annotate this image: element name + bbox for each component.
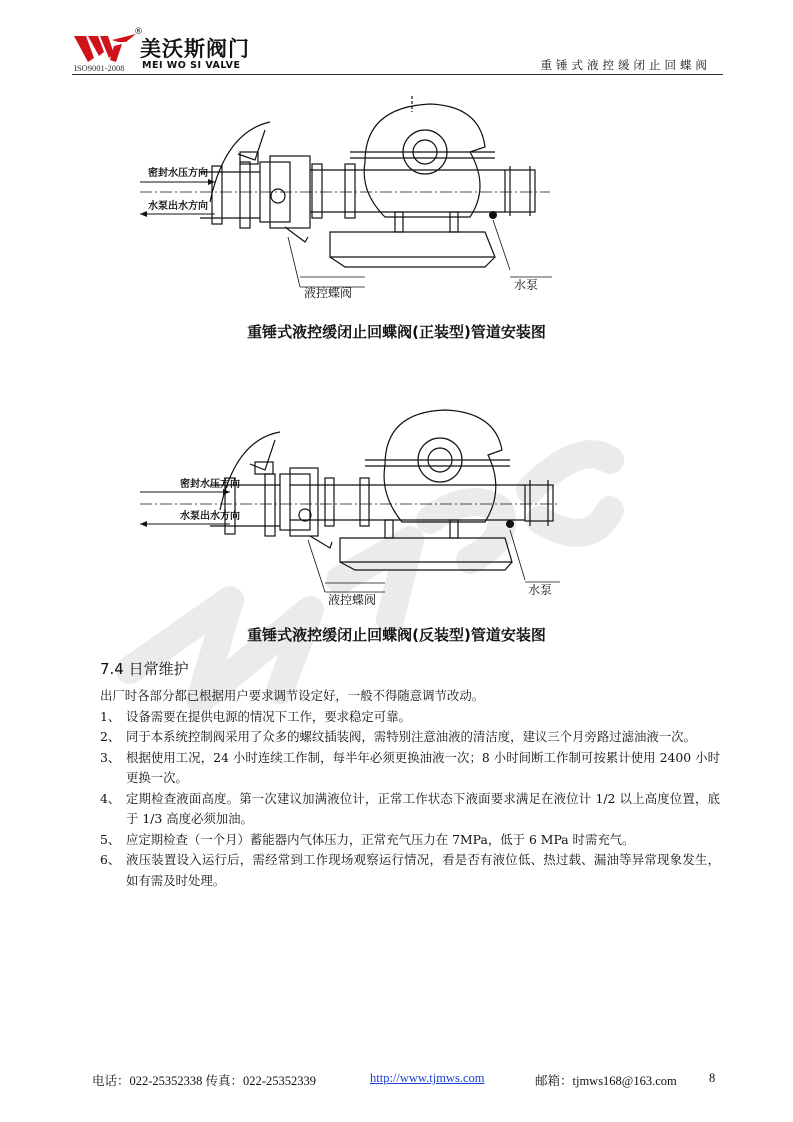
figure-caption-forward: 重锤式液控缓闭止回蝶阀(正装型)管道安装图 [247,323,546,341]
installation-diagram-forward [140,92,560,307]
header-document-title: 重锤式液控缓闭止回蝶阀 [540,58,711,72]
list-item: 4、 定期检查液面高度。第一次建议加满液位计，正常工作状态下液面要求满足在液位计 1/2 以上高度位置，底于 1/3 高度必须加油。 [100,790,720,826]
header-divider [72,74,723,75]
footer-email: 邮箱：tjmws168@163.com [535,1074,677,1088]
installation-diagram-reverse [140,400,560,615]
label-seal-pressure: 密封水压方向 [180,479,240,490]
list-item: 3、 根据使用工况，24 小时连续工作制，每半年必须更换油液一次；8 小时间断工作制可按累计使用 2400 小时更换一次。 [100,749,720,785]
list-item: 5、 应定期检查（一个月）蓄能器内气体压力，正常充气压力在 7MPa，低于 6 MPa 时需充气。 [100,831,635,847]
footer-phone-fax: 电话：022-25352338 传真：022-25352339 [92,1074,316,1088]
label-pump: 水泵 [528,583,553,597]
section-intro: 出厂时各部分都已根据用户要求调节设定好，一般不得随意调节改动。 [100,688,485,703]
iso-certification: ISO9001-2008 [74,63,125,73]
label-hydraulic-valve: 液控蝶阀 [304,286,353,300]
label-hydraulic-valve: 液控蝶阀 [328,593,377,607]
company-logo-icon [74,34,136,64]
registered-mark: ® [134,27,143,37]
logo-english-name: MEI WO SI VALVE [142,60,241,71]
label-seal-pressure: 密封水压方向 [148,168,208,179]
logo-chinese-name: 美沃斯阀门 [140,37,250,61]
figure-caption-reverse: 重锤式液控缓闭止回蝶阀(反装型)管道安装图 [247,626,546,644]
footer-website-link[interactable]: http://www.tjmws.com [370,1071,485,1085]
label-pump-outflow: 水泵出水方向 [148,201,208,212]
label-pump: 水泵 [514,278,539,292]
list-item: 6、 液压装置设入运行后，需经常到工作现场观察运行情况，看是否有液位低、热过载、漏油等异常现象发生，如有需及时处理。 [100,852,720,888]
list-item: 2、 同于本系统控制阀采用了众多的螺纹插装阀，需特别注意油液的清洁度，建议三个月旁路过滤油液一次。 [100,729,696,744]
list-item: 1、 设备需要在提供电源的情况下工作，要求稳定可靠。 [100,708,411,724]
label-pump-outflow: 水泵出水方向 [180,511,240,522]
page-number: 8 [709,1071,716,1085]
section-title: 7.4 日常维护 [100,660,189,678]
maintenance-body [100,686,720,891]
